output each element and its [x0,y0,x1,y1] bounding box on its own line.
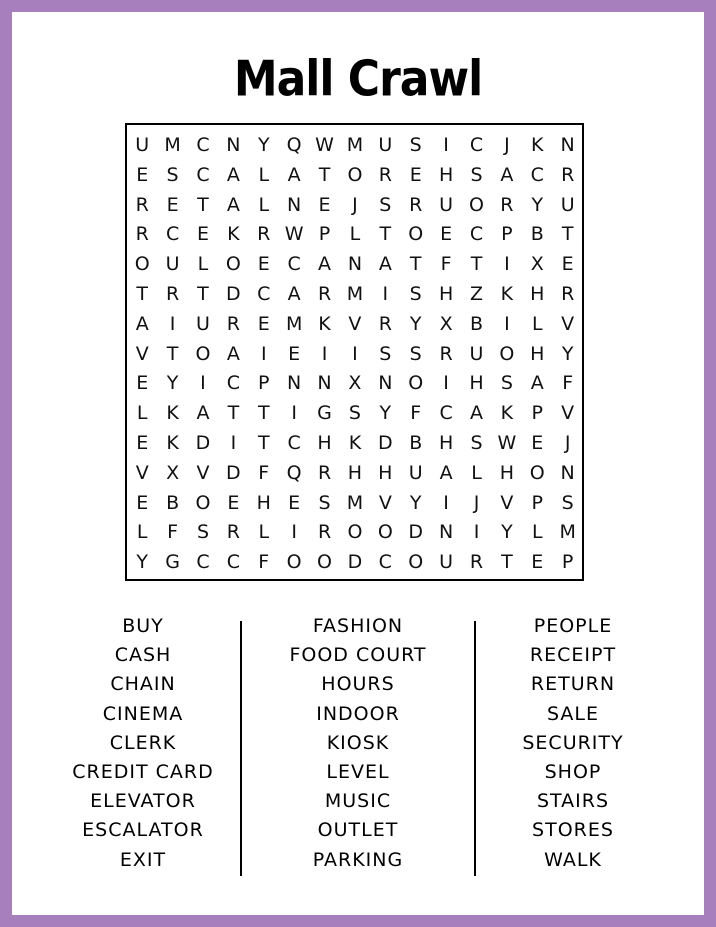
grid-letter: I [291,521,297,544]
grid-letter: M [346,283,364,305]
grid-letter: U [469,342,484,365]
word-list-item: FASHION [312,615,404,637]
grid-letter: S [470,432,483,454]
grid-letter: L [197,253,209,276]
grid-letter: X [530,253,544,276]
grid-letter: F [562,372,574,395]
grid-letter: E [409,163,422,186]
grid-letter: I [260,342,267,365]
grid-letter: N [438,521,454,544]
grid-letter: P [318,223,331,246]
grid-letter: N [560,134,575,156]
grid-row [127,547,583,577]
grid-letter: X [166,461,180,484]
grid-letter: Z [469,283,483,305]
grid-letter: Y [166,372,179,395]
grid-letter: H [530,342,545,365]
grid-letter: H [438,432,454,454]
word-list-item: RECEIPT [529,644,617,667]
word-list-item: MUSIC [324,790,392,813]
grid-letter: I [382,283,389,305]
grid-letter: J [564,432,571,454]
grid-letter: W [284,223,304,246]
grid-letter: K [500,283,514,305]
grid-letter: X [348,372,362,395]
grid-letter: U [439,193,454,216]
grid-letter: H [499,461,515,484]
grid-letter: I [443,491,449,514]
word-list-item: KIOSK [326,731,390,754]
grid-letter: C [469,223,484,246]
page-title: Mall Crawl [233,50,483,109]
grid-letter: F [167,521,179,544]
grid-letter: E [166,193,179,216]
grid-letter: R [135,223,149,246]
word-list-item: WALK [544,848,602,871]
word-list-item: CASH [114,644,172,667]
grid-letter: E [318,193,331,216]
grid-letter: S [379,193,392,216]
grid-letter: R [257,223,271,246]
grid-letter: T [197,283,209,305]
grid-letter: F [410,402,422,425]
grid-letter: N [287,193,302,216]
grid-letter: M [559,521,576,544]
grid-letter: D [226,283,241,305]
grid-letter: C [439,402,453,425]
grid-letter: K [500,402,514,425]
grid-letter: H [317,432,332,454]
grid-letter: A [196,402,210,425]
grid-letter: S [470,163,483,186]
word-list-item: LEVEL [326,760,390,783]
grid-letter: C [530,163,544,186]
grid-row [127,398,583,428]
word-search-grid [125,123,584,581]
grid-letter: I [230,432,237,454]
grid-letter: C [226,372,240,395]
grid-letter: A [226,342,240,365]
grid-letter: H [256,491,271,514]
word-list-item: PARKING [312,848,404,871]
grid-letter: E [136,163,149,186]
word-list-item: BUY [122,615,164,637]
word-list-item: ESCALATOR [82,819,204,842]
grid-letter: U [135,134,150,156]
grid-row [127,517,583,547]
grid-letter: U [165,253,180,276]
grid-letter: K [318,312,331,335]
grid-letter: O [408,223,424,246]
grid-letter: T [197,193,209,216]
grid-letter: S [409,342,422,365]
grid-letter: T [227,402,240,425]
grid-letter: C [196,163,210,186]
grid-letter: A [135,312,149,335]
grid-letter: N [378,372,393,395]
grid-letter: O [195,491,211,514]
grid-letter: Y [561,342,574,365]
grid-letter: R [317,283,332,305]
grid-letter: V [196,461,210,484]
grid-letter: Y [257,134,270,156]
grid-letter: T [136,283,148,305]
grid-letter: H [530,283,545,305]
grid-letter: R [165,283,180,305]
grid-letter: F [258,461,270,484]
grid-letter: T [379,223,392,246]
grid-letter: W [497,432,517,454]
grid-letter: A [226,163,240,186]
grid-letter: H [469,372,484,395]
grid-letter: C [287,432,301,454]
grid-letter: R [317,521,332,544]
grid-letter: S [379,342,392,365]
grid-letter: O [499,342,515,365]
grid-letter: Y [379,402,392,425]
grid-letter: S [196,521,209,544]
grid-row [127,160,583,190]
grid-letter: U [378,134,393,156]
grid-letter: D [226,461,241,484]
grid-letter: A [287,163,301,186]
grid-letter: E [227,491,240,514]
grid-row [127,339,583,369]
grid-letter: U [408,461,423,484]
grid-letter: B [166,491,180,514]
grid-letter: E [136,372,149,395]
grid-letter: P [531,402,543,425]
grid-row [127,368,583,398]
grid-letter: R [226,312,240,335]
grid-letter: C [165,223,180,246]
grid-letter: O [134,253,150,276]
grid-letter: A [226,193,240,216]
grid-letter: E [136,432,149,454]
grid-letter: V [135,461,149,484]
word-list-item: PEOPLE [533,615,613,637]
grid-letter: T [470,253,483,276]
grid-letter: T [318,163,331,186]
grid-letter: V [135,342,149,365]
grid-letter: O [529,461,545,484]
grid-letter: V [348,312,362,335]
grid-letter: X [439,312,453,335]
grid-letter: C [196,551,210,574]
grid-letter: L [136,402,148,425]
grid-letter: L [136,521,148,544]
grid-letter: F [440,253,452,276]
word-column-3 [473,612,673,875]
grid-letter: B [469,312,484,335]
word-list-item: INDOOR [316,702,400,725]
grid-letter: R [226,521,240,544]
grid-letter: D [347,551,363,574]
word-list-item: HOURS [321,673,395,696]
grid-letter: Y [409,491,422,514]
word-list-item: SHOP [544,760,602,783]
grid-letter: D [408,521,424,544]
grid-letter: O [347,521,363,544]
grid-letter: U [439,551,454,574]
grid-letter: V [561,312,575,335]
grid-letter: F [258,551,270,574]
grid-row [127,458,583,488]
grid-letter: N [287,372,302,395]
word-list-item: STAIRS [536,790,610,813]
word-list-item: CINEMA [102,702,184,725]
grid-row [127,428,583,458]
grid-letter: L [258,163,270,186]
grid-letter: B [409,432,423,454]
grid-letter: M [346,491,364,514]
grid-letter: H [347,461,363,484]
word-column-1 [43,612,243,875]
grid-letter: V [378,491,392,514]
grid-letter: I [200,372,206,395]
grid-letter: E [136,491,149,514]
grid-letter: R [439,342,453,365]
grid-row [127,309,583,339]
grid-letter: C [287,253,301,276]
grid-letter: D [195,432,211,454]
word-list-item: STORES [532,819,614,842]
word-list-item: CHAIN [110,673,176,696]
grid-letter: A [318,253,332,276]
grid-row [127,190,583,220]
grid-letter: M [285,312,303,335]
grid-letter: A [469,402,483,425]
grid-letter: I [504,312,510,335]
grid-letter: T [257,402,270,425]
word-list-item: SALE [546,702,599,725]
grid-letter: I [291,402,297,425]
grid-letter: C [226,551,240,574]
grid-letter: H [378,461,393,484]
grid-letter: E [288,342,301,365]
grid-letter: T [501,551,513,574]
grid-letter: K [348,432,362,454]
word-list-item: CREDIT CARD [72,760,214,783]
grid-letter: E [257,312,270,335]
grid-letter: Q [286,134,302,156]
grid-letter: N [317,372,332,395]
grid-letter: T [409,253,422,276]
grid-row [127,488,583,518]
grid-letter: U [196,312,210,335]
grid-letter: I [443,372,449,395]
grid-letter: L [349,223,361,246]
grid-letter: Y [409,312,422,335]
grid-letter: R [378,312,392,335]
grid-letter: E [196,223,209,246]
grid-letter: Y [501,521,513,544]
grid-row [127,219,583,249]
grid-letter: E [440,223,453,246]
grid-letter: W [315,134,334,156]
grid-letter: S [318,491,331,514]
grid-letter: R [561,163,575,186]
grid-letter: G [165,551,180,574]
grid-letter: I [504,253,510,276]
grid-letter: P [531,491,543,514]
grid-letter: C [257,283,271,305]
grid-letter: E [531,551,544,574]
grid-letter: K [166,432,179,454]
grid-letter: Y [136,551,148,574]
grid-letter: R [561,283,575,305]
grid-letter: Y [531,193,544,216]
grid-letter: A [439,461,453,484]
grid-letter: B [530,223,544,246]
grid-letter: H [438,163,454,186]
grid-letter: L [471,461,482,484]
grid-letter: I [352,342,358,365]
grid-letter: S [500,372,513,395]
grid-letter: O [317,551,333,574]
grid-letter: A [500,163,514,186]
grid-row [127,279,583,309]
grid-letter: E [257,253,270,276]
grid-letter: S [409,283,422,305]
grid-letter: I [473,521,480,544]
grid-letter: O [408,551,424,574]
word-list-item: EXIT [119,848,167,871]
grid-letter: E [561,253,574,276]
grid-letter: O [286,551,302,574]
word-list-item: FOOD COURT [289,644,427,667]
grid-letter: P [258,372,270,395]
grid-letter: S [348,402,361,425]
grid-letter: T [166,342,179,365]
grid-letter: L [531,312,543,335]
grid-letter: M [164,134,181,156]
grid-letter: C [469,134,484,156]
grid-letter: T [257,432,270,454]
grid-letter: O [225,253,241,276]
word-list-item: SECURITY [522,731,624,754]
grid-letter: J [352,193,358,216]
grid-letter: A [287,283,301,305]
word-list-item: OUTLET [317,819,399,842]
grid-letter: N [347,253,363,276]
grid-letter: R [500,193,514,216]
grid-letter: V [500,491,514,514]
grid-letter: O [347,163,363,186]
grid-letter: A [378,253,392,276]
grid-letter: O [469,193,484,216]
grid-letter: Q [286,461,302,484]
grid-letter: C [196,134,210,156]
grid-letter: R [135,193,149,216]
grid-letter: J [473,491,480,514]
grid-letter: U [560,193,575,216]
grid-letter: G [317,402,332,425]
grid-letter: R [317,461,332,484]
grid-letter: D [378,432,393,454]
grid-letter: E [288,491,301,514]
grid-letter: S [561,491,574,514]
grid-letter: K [227,223,240,246]
grid-letter: O [195,342,211,365]
grid-letter: C [378,551,392,574]
grid-letter: M [346,134,364,156]
grid-letter: R [378,163,392,186]
word-list-item: CLERK [109,731,177,754]
grid-letter: I [321,342,328,365]
grid-letter: N [226,134,241,156]
grid-letter: L [258,521,270,544]
grid-letter: K [166,402,179,425]
grid-letter: S [409,134,422,156]
grid-letter: P [561,551,574,574]
grid-row [127,130,583,160]
grid-letter: V [561,402,575,425]
grid-letter: L [531,521,543,544]
grid-letter: O [377,521,393,544]
grid-letter: R [409,193,423,216]
grid-letter: J [504,134,510,156]
grid-letter: I [443,134,449,156]
grid-letter: K [531,134,544,156]
word-column-2 [258,612,458,875]
grid-letter: N [560,461,575,484]
grid-letter: P [501,223,513,246]
word-list-item: ELEVATOR [90,790,196,813]
word-list-item: RETURN [530,673,616,696]
grid-letter: T [561,223,574,246]
grid-letter: L [258,193,270,216]
grid-letter: A [530,372,544,395]
grid-letter: S [166,163,179,186]
grid-letter: R [469,551,484,574]
grid-letter: H [438,283,454,305]
grid-letter: E [531,432,544,454]
grid-letter: O [408,372,424,395]
grid-row [127,249,583,279]
grid-letter: I [169,312,176,335]
